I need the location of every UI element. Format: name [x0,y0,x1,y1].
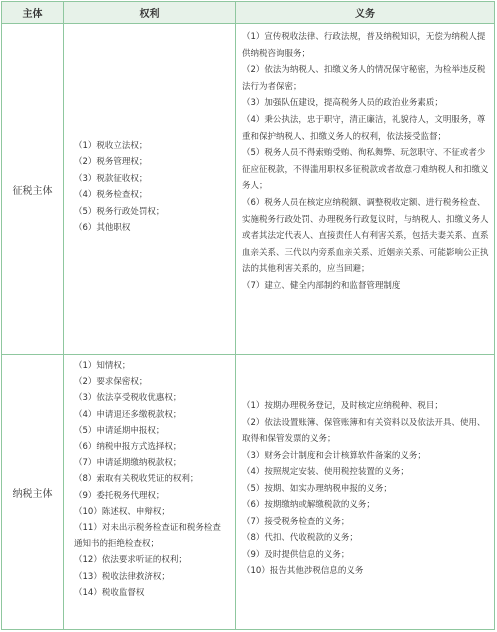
list-item: （4）按照规定安装、使用税控装置的义务； [242,467,409,477]
subject-cell: 纳税主体 [2,355,64,629]
list-item: （10）报告其他涉税信息的义务 [242,566,364,576]
list-item: （4）秉公执法，忠于职守，清正廉洁，礼貌待人，文明服务，尊重和保护纳税人、扣缴义务人的权利，依法接受监督； [242,114,486,142]
list-item: （3）财务会计制度和会计核算软件备案的义务； [242,450,426,461]
list-item: （6）税务人员在核定应纳税额、调整税收定额、进行税务检查、实施税务行政处罚、办理税务行政复议时，与纳税人、扣缴义务人或者其法定代表人、直接责任人有利害关系，包括夫妻关系、直系血亲关系、三代以内旁系血亲关系、近姻亲关系、可能影响公正执法的其他利害关系的，应当回避； [242,197,489,275]
list-item: （3）税款征收权； [74,173,148,184]
list-item: （2）要求保密权； [74,377,148,388]
list-item: （8）索取有关税收凭证的权利； [74,474,199,485]
list-item: （1）按期办理税务登记，及时核定应纳税种、税目； [242,401,443,411]
list-item: （5）税务人员不得索贿受贿、徇私舞弊、玩忽职守、不征或者少征应征税款，不得滥用职权多征税款或者故意刁难纳税人和扣缴义务人； [242,148,489,192]
list-item: （1）宣传税收法律、行政法规，普及纳税知识，无偿为纳税人提供纳税咨询服务； [242,32,486,59]
list-item: （1）知情权； [74,361,131,371]
subject-cell: 征税主体 [2,24,64,354]
duties-cell [236,24,494,354]
duties-list [242,398,489,580]
list-item: （6）纳税申报方式选择权； [74,442,182,453]
rights-list [74,358,229,601]
list-item: （5）按期、如实办理纳税申报的义务； [242,483,392,494]
list-item: （9）及时提供信息的义务； [242,549,350,560]
list-item: （8）代扣、代收税款的义务； [242,533,358,543]
list-item: （7）接受税务检查的义务； [242,516,350,527]
list-item: （6）其他职权 [74,223,131,234]
header-duties: 义务 [355,9,375,20]
list-item: （5）税务行政处罚权； [74,206,165,217]
rights-cell [64,24,236,354]
list-item: （4）税务检查权； [74,190,148,201]
list-item: （2）依法为纳税人、扣缴义务人的情况保守秘密，为检举违反税法行为者保密； [242,65,486,92]
header-rights: 权利 [64,2,236,23]
list-item: （6）按期缴纳或解缴税款的义务； [242,500,375,510]
duties-cell [236,355,494,629]
list-item: （7）申请延期缴纳税款权； [74,458,182,469]
list-item: （13）税收法律救济权； [74,571,170,582]
rights-list [74,138,229,236]
list-item: （10）陈述权、申辩权； [74,506,170,517]
list-item: （3）依法享受税收优惠权； [74,393,182,404]
tax-rights-duties-table [1,1,495,630]
list-item: （12）依法要求听证的权利； [74,555,187,566]
list-item: （9）委托税务代理权； [74,490,165,501]
table-header-row [2,2,494,24]
list-item: （1）税收立法权； [74,141,148,151]
header-subject: 主体 [2,2,64,23]
table-row-tax-collector [2,24,494,355]
table-row-taxpayer [2,355,494,629]
list-item: （14）税收监督权 [74,587,145,598]
list-item: （7）建立、健全内部制约和监督管理制度 [242,280,401,291]
duties-list [242,29,489,295]
list-item: （2）税务管理权； [74,157,148,168]
list-item: （4）申请退还多缴税款权； [74,409,182,420]
list-item: （3）加强队伍建设，提高税务人员的政治业务素质； [242,98,443,109]
list-item: （5）申请延期申报权； [74,425,165,436]
list-item: （11）对未出示税务检查证和税务检查通知书的拒绝检查权； [74,523,221,550]
list-item: （2）依法设置账簿、保管账簿和有关资料以及依法开具、使用、取得和保管发票的义务； [242,417,486,444]
rights-cell [64,355,236,629]
